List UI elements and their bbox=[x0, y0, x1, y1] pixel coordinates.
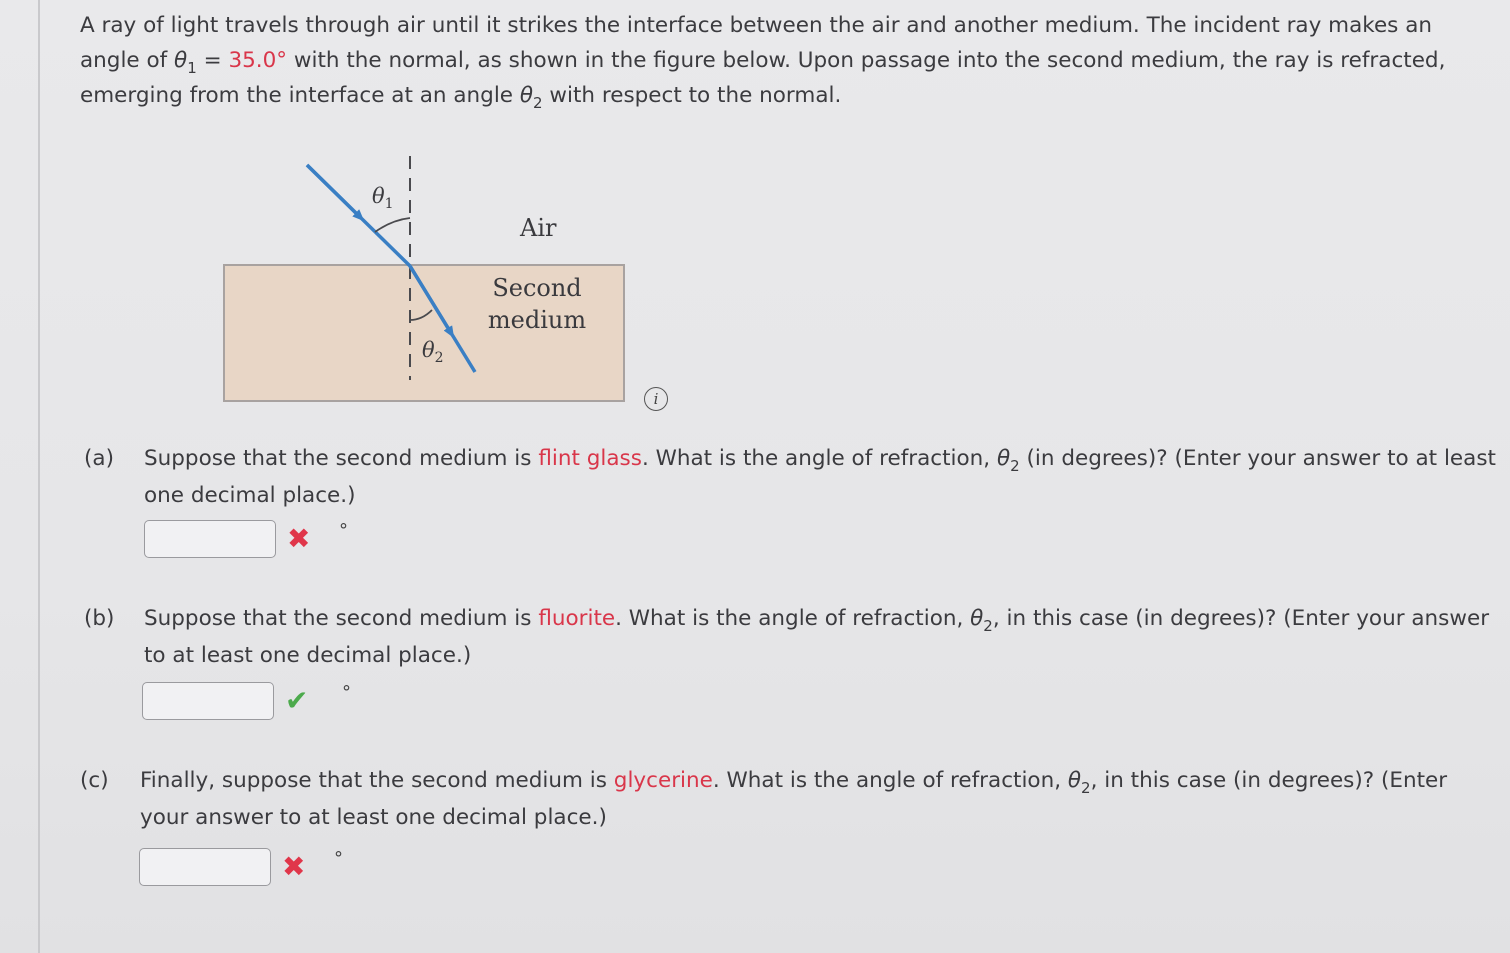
intro-equals: = bbox=[196, 48, 229, 73]
figure-theta1-label: $\theta_1$ bbox=[372, 184, 394, 212]
medium-name: fluorite bbox=[538, 606, 616, 631]
question-c bbox=[80, 762, 1500, 842]
left-margin-rule bbox=[38, 0, 40, 953]
second-medium-label: Second medium bbox=[487, 274, 587, 334]
incorrect-icon: ✖ bbox=[282, 850, 306, 883]
intro-text-2: with the normal, as shown in the figure below. Upon passage into the second medium, the ray is refracted, emerging from the interface at an angle bbox=[80, 48, 1446, 108]
question-b bbox=[84, 600, 1504, 680]
question-text: Finally, suppose that the second medium is glycerine. What is the angle of refraction, $\theta_2$, in this case (in degrees)? (Enter your answer to at least one decimal place.) bbox=[140, 768, 1448, 830]
intro-text-3: with respect to the normal. bbox=[542, 83, 842, 108]
problem-statement bbox=[80, 8, 1460, 113]
medium-name: glycerine bbox=[613, 768, 713, 793]
theta1-symbol: $\theta_1$ bbox=[174, 48, 197, 77]
air-label: Air bbox=[520, 214, 557, 242]
question-text: Suppose that the second medium is fluorite. What is the angle of refraction, $\theta_2$, in this case (in degrees)? (Enter your answer to at least one decimal place.) bbox=[144, 606, 1490, 668]
incorrect-icon: ✖ bbox=[287, 522, 311, 555]
medium-name: flint glass bbox=[538, 446, 642, 471]
question-a bbox=[84, 440, 1504, 520]
degree-unit: ° bbox=[334, 848, 343, 869]
refraction-figure bbox=[220, 150, 630, 410]
question-text: Suppose that the second medium is flint glass. What is the angle of refraction, $\theta_2$ (in degrees)? (Enter your answer to at least one decimal place.) bbox=[144, 446, 1496, 508]
intro-text-1: A ray of light travels through air until it strikes the interface between the air and another medium. The incident ray makes an angle of bbox=[80, 13, 1433, 73]
question-letter: (b) bbox=[84, 606, 115, 631]
answer-input-c[interactable] bbox=[139, 848, 271, 886]
figure-theta2-label: $\theta_2$ bbox=[422, 338, 444, 366]
question-letter: (a) bbox=[84, 446, 114, 471]
answer-input-a[interactable] bbox=[144, 520, 276, 558]
answer-input-b[interactable] bbox=[142, 682, 274, 720]
theta2-symbol: $\theta_2$ bbox=[519, 83, 543, 112]
degree-unit: ° bbox=[339, 520, 348, 541]
correct-checkmark-icon: ✔ bbox=[285, 684, 309, 717]
question-letter: (c) bbox=[80, 768, 109, 793]
theta1-arc bbox=[375, 218, 410, 232]
incident-angle-value: 35.0° bbox=[228, 48, 288, 73]
info-icon[interactable]: i bbox=[644, 387, 668, 411]
degree-unit: ° bbox=[342, 682, 351, 703]
